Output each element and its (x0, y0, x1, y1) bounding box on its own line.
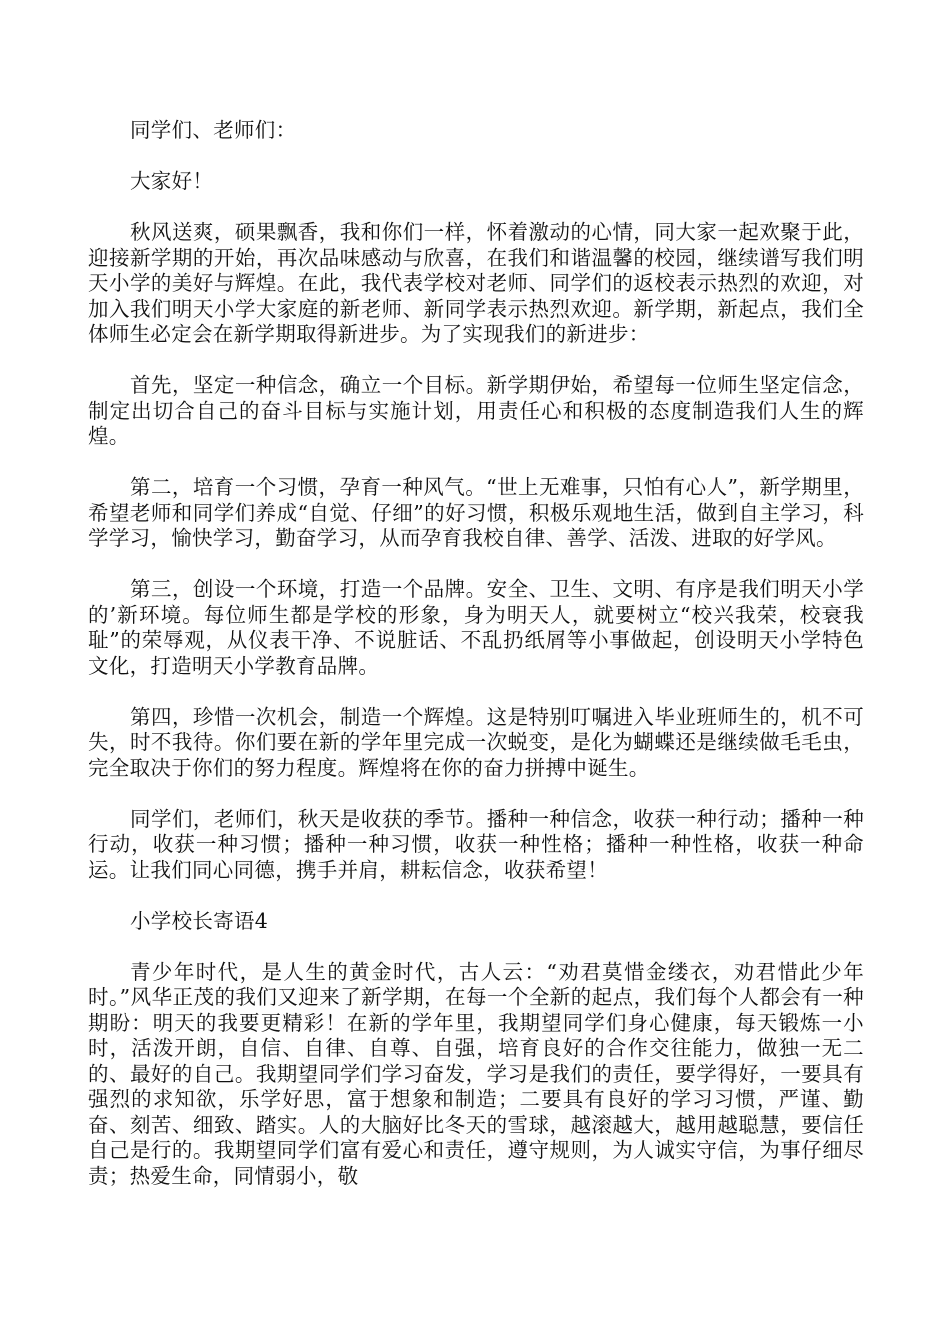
section-heading: 小学校长寄语4 (130, 908, 269, 933)
point-fourth-paragraph: 第四，珍惜一次机会，制造一个辉煌。这是特别叮嘱进入毕业班师生的，机不可失，时不我待。你们要在新的学年里完成一次蜕变，是化为蝴蝶还是继续做毛毛虫，完全取决于你们的努力程度。辉煌将在你的奋力拼搏中诞生。 (88, 704, 864, 780)
point-first-paragraph: 首先，坚定一种信念，确立一个目标。新学期伊始，希望每一位师生坚定信念，制定出切合自己的奋斗目标与实施计划，用责任心和积极的态度制造我们人生的辉煌。 (88, 373, 864, 448)
point-third-paragraph: 第三，创设一个环境，打造一个品牌。安全、卫生、文明、有序是我们明天小学的’新环境。每位师生都是学校的形象，身为明天人，就要树立“校兴我荣，校衰我耻”的荣辱观，从仪表干净、不说脏话、不乱扔纸屑等小事做起，创设明天小学特色文化，打造明天小学教育品牌。 (88, 577, 864, 678)
point-second-paragraph: 第二，培育一个习惯，孕育一种风气。“世上无难事，只怕有心人”，新学期里，希望老师和同学们养成“自觉、仔细”的好习惯，积极乐观地生活，做到自主学习，科学学习，愉快学习，勤奋学习，从而孕育我校自律、善学、活泼、进取的好学风。 (88, 475, 864, 550)
greeting: 大家好！ (130, 169, 214, 193)
salutation: 同学们、老师们： (130, 118, 297, 142)
section-body-paragraph: 青少年时代，是人生的黄金时代，古人云：“劝君莫惜金缕衣，劝君惜此少年时。”风华正茂的我们又迎来了新学期，在每一个全新的起点，我们每个人都会有一种期盼：明天的我要更精彩！在新的学年里，我期望同学们身心健康，每天锻炼一小时，活泼开朗，自信、自律、自尊、自强，培育良好的合作交往能力，做独一无二的、最好的自己。我期望同学们学习奋发，学习是我们的责任，要学得好，一要具有强烈的求知欲，乐学好思，富于想象和制造；二要具有良好的学习习惯，严谨、勤奋、刻苦、细致、踏实。人的大脑好比冬天的雪球，越滚越大，越用越聪慧，要信任自己是行的。我期望同学们富有爱心和责任，遵守规则，为人诚实守信，为事仔细尽责；热爱生命，同情弱小，敬 (88, 959, 864, 1188)
document-page (88, 118, 864, 1215)
closing-paragraph: 同学们，老师们，秋天是收获的季节。播种一种信念，收获一种行动；播种一种行动，收获一种习惯；播种一种习惯，收获一种性格；播种一种性格，收获一种命运。让我们同心同德，携手并肩，耕耘信念，收获希望！ (88, 806, 864, 882)
opening-paragraph: 秋风送爽，硕果飘香，我和你们一样，怀着激动的心情，同大家一起欢聚于此，迎接新学期的开始，再次品味感动与欣喜，在我们和谐温馨的校园，继续谱写我们明天小学的美好与辉煌。在此，我代表学校对老师、同学们的返校表示热烈的欢迎，对加入我们明天小学大家庭的新老师、新同学表示热烈欢迎。新学期，新起点，我们全体师生必定会在新学期取得新进步。为了实现我们的新进步： (88, 220, 864, 346)
